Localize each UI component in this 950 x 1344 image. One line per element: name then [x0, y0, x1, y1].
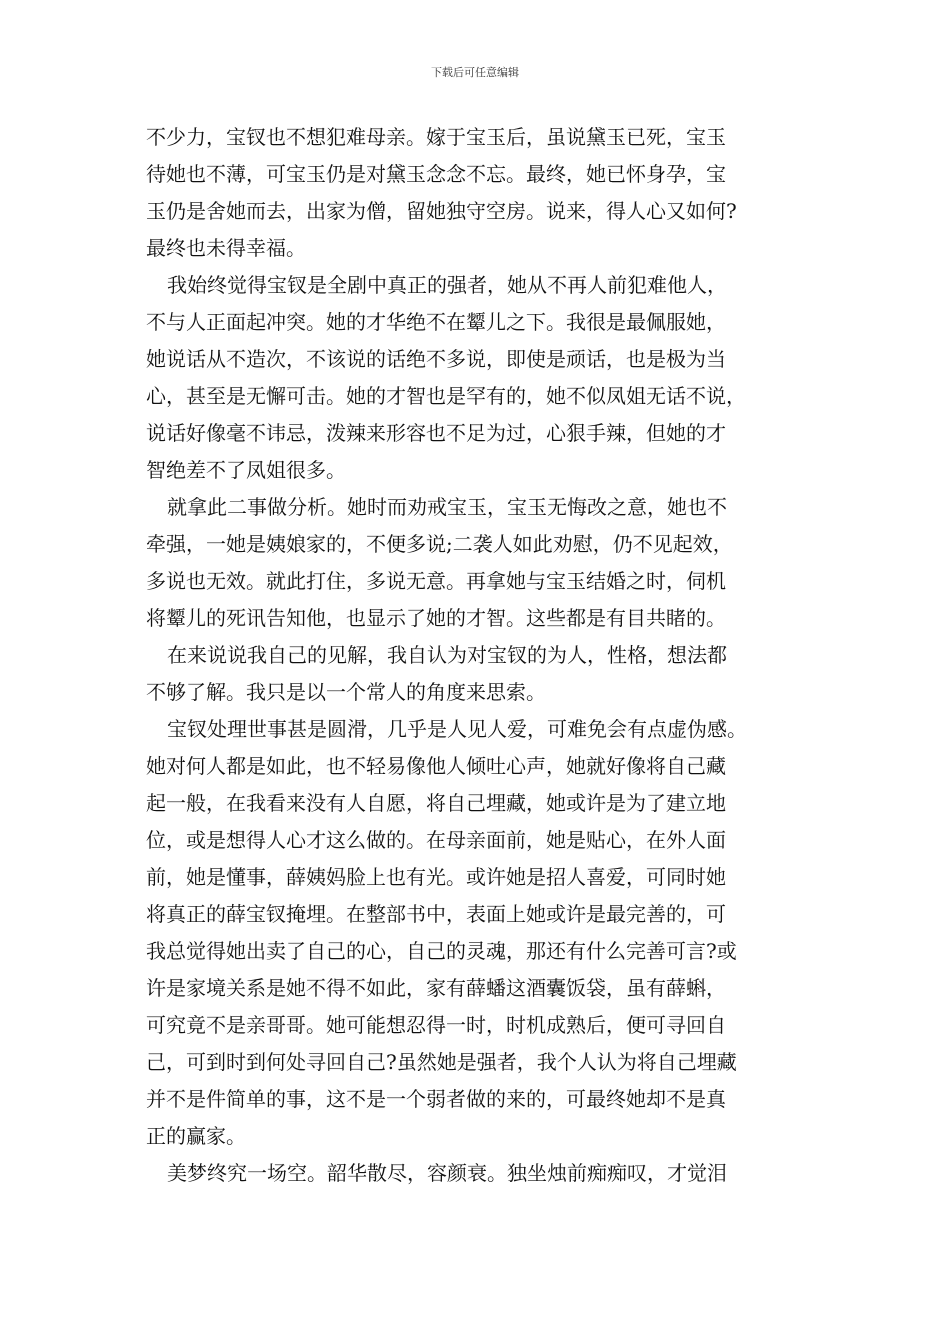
text-line: 待她也不薄，可宝玉仍是对黛玉念念不忘。最终，她已怀身孕，宝	[146, 162, 726, 186]
text-line: 美梦终究一场空。韶华散尽，容颜衰。独坐烛前痴痴叹，才觉泪	[167, 1161, 727, 1185]
text-line: 说话好像毫不讳忌，泼辣来形容也不足为过，心狠手辣，但她的才	[146, 421, 726, 445]
text-line: 前，她是懂事，薛姨妈脸上也有光。或许她是招人喜爱，可同时她	[146, 865, 726, 889]
text-line: 心，甚至是无懈可击。她的才智也是罕有的，她不似凤姐无话不说，	[146, 384, 746, 408]
text-line: 智绝差不了凤姐很多。	[146, 458, 346, 482]
text-line: 并不是件简单的事，这不是一个弱者做的来的，可最终她却不是真	[146, 1087, 726, 1111]
text-line: 玉仍是舍她而去，出家为僧，留她独守空房。说来，得人心又如何?	[146, 199, 737, 223]
text-line: 就拿此二事做分析。她时而劝戒宝玉，宝玉无悔改之意，她也不	[167, 495, 727, 519]
text-line: 不与人正面起冲突。她的才华绝不在颦儿之下。我很是最佩服她，	[146, 310, 726, 334]
text-line: 正的赢家。	[146, 1124, 246, 1148]
page-header: 下载后可任意编辑	[431, 66, 519, 79]
text-line: 起一般，在我看来没有人自愿，将自己埋藏，她或许是为了建立地	[146, 791, 726, 815]
text-line: 我始终觉得宝钗是全剧中真正的强者，她从不再人前犯难他人，	[167, 273, 727, 297]
text-line: 多说也无效。就此打住，多说无意。再拿她与宝玉结婚之时，伺机	[146, 569, 726, 593]
text-line: 最终也未得幸福。	[146, 236, 306, 260]
text-line: 位，或是想得人心才这么做的。在母亲面前，她是贴心，在外人面	[146, 828, 726, 852]
text-line: 宝钗处理世事甚是圆滑，几乎是人见人爱，可难免会有点虚伪感。	[167, 717, 747, 741]
document-body	[146, 119, 836, 1192]
text-line: 不够了解。我只是以一个常人的角度来思索。	[146, 680, 546, 704]
text-line: 我总觉得她出卖了自己的心，自己的灵魂，那还有什么完善可言?或	[146, 939, 737, 963]
text-line: 她对何人都是如此，也不轻易像他人倾吐心声，她就好像将自己藏	[146, 754, 726, 778]
text-line: 将颦儿的死讯告知他，也显示了她的才智。这些都是有目共睹的。	[146, 606, 726, 630]
text-line: 不少力，宝钗也不想犯难母亲。嫁于宝玉后，虽说黛玉已死，宝玉	[146, 125, 726, 149]
text-line: 她说话从不造次，不该说的话绝不多说，即使是顽话，也是极为当	[146, 347, 726, 371]
text-line: 己，可到时到何处寻回自己?虽然她是强者，我个人认为将自己埋藏	[146, 1050, 737, 1074]
text-line: 许是家境关系是她不得不如此，家有薛蟠这酒囊饭袋，虽有薛蝌，	[146, 976, 726, 1000]
text-line: 将真正的薛宝钗掩埋。在整部书中，表面上她或许是最完善的，可	[146, 902, 726, 926]
text-line: 可究竟不是亲哥哥。她可能想忍得一时，时机成熟后，便可寻回自	[146, 1013, 726, 1037]
text-line: 牵强，一她是姨娘家的，不便多说;二袭人如此劝慰，仍不见起效，	[146, 532, 733, 556]
text-line: 在来说说我自己的见解，我自认为对宝钗的为人，性格，想法都	[167, 643, 727, 667]
